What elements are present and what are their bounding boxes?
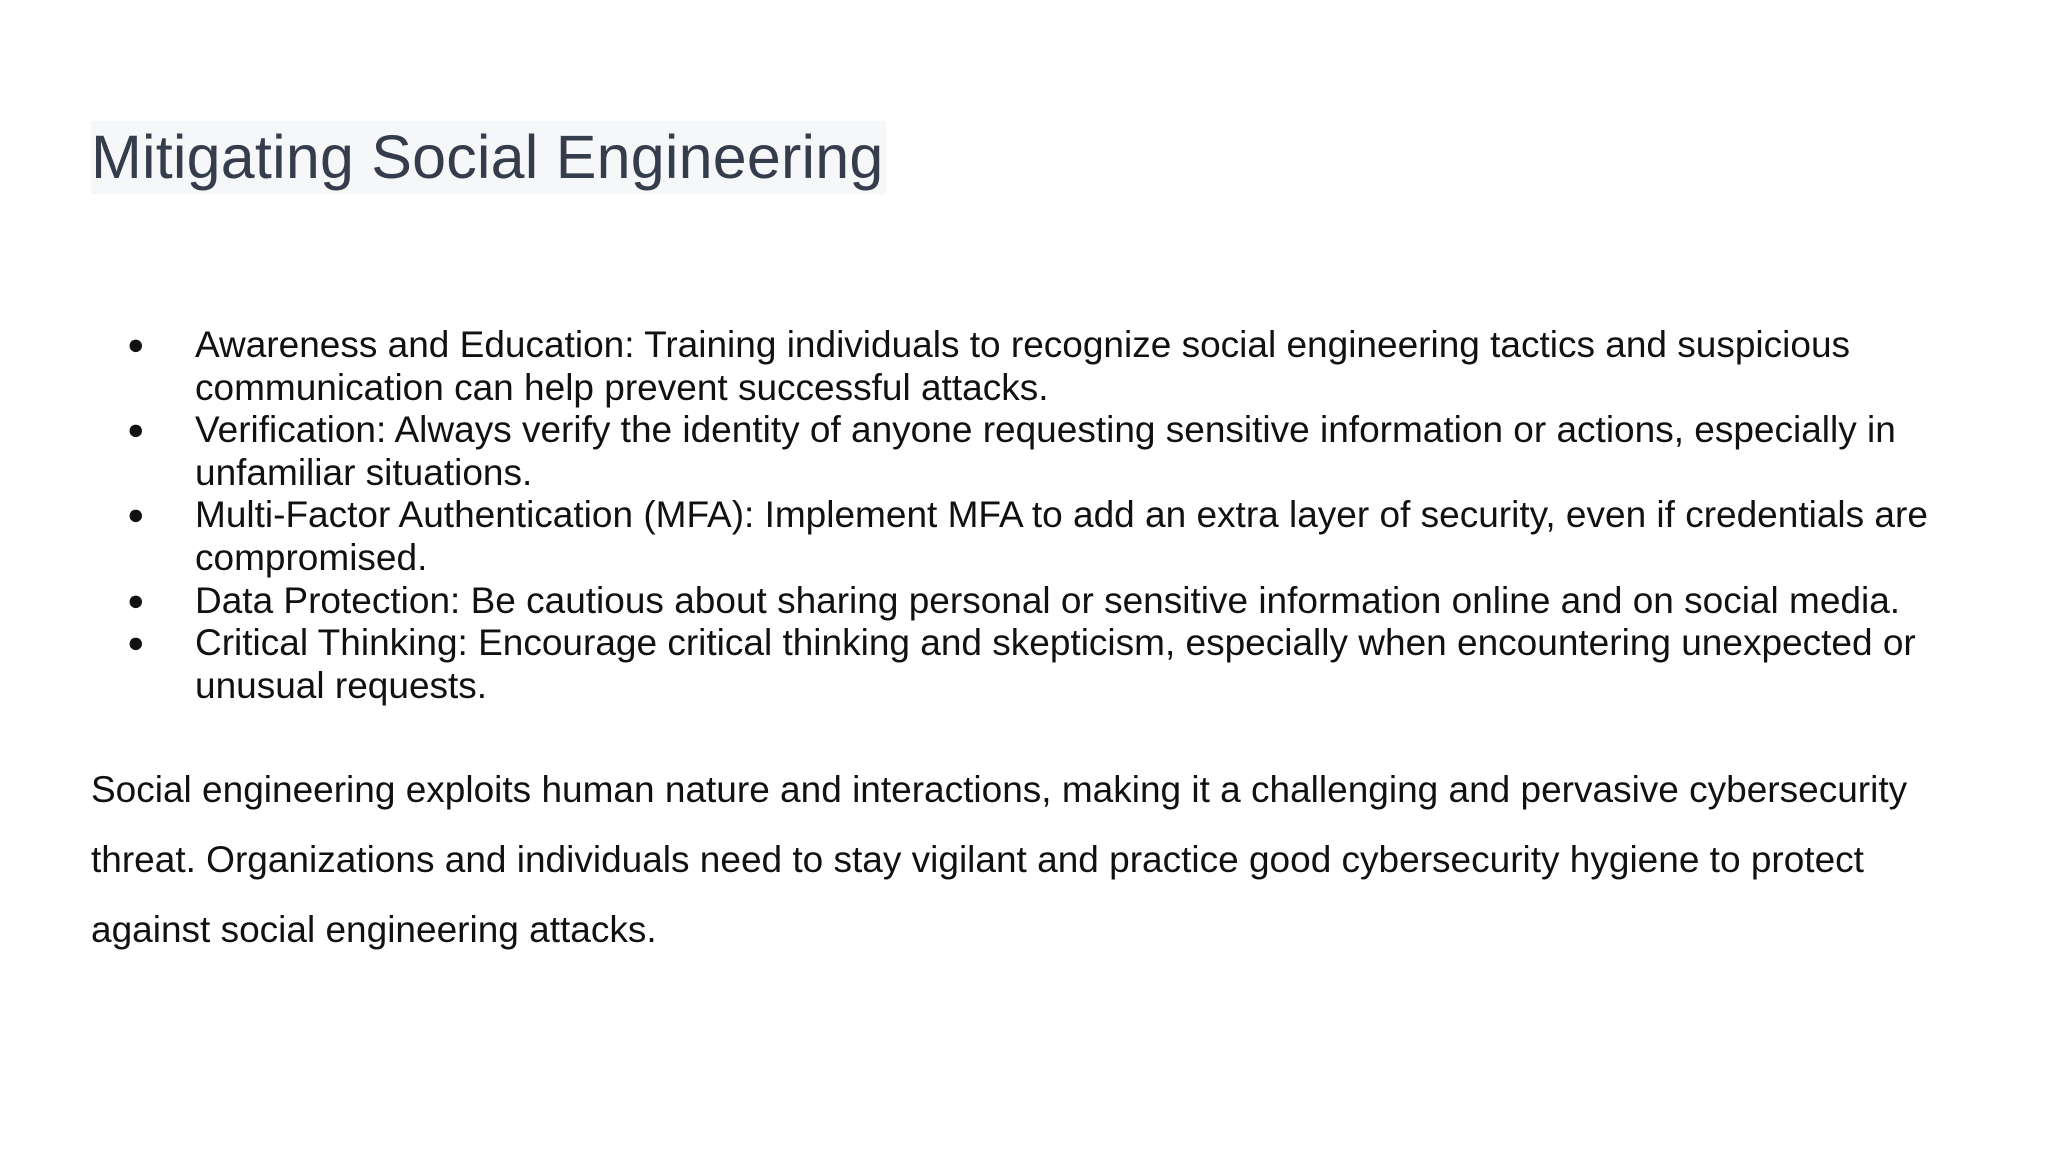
bullet-item-awareness <box>91 324 1991 409</box>
title-highlight-box <box>91 121 886 194</box>
bullet-icon: ● <box>127 329 145 361</box>
summary-paragraph: Social engineering exploits human nature and interactions, making it a challenging and pervasive cybersecurity threat. Organizations and individuals need to stay vigilant and practice good cybersecurity hygiene to protect against social engineering attacks. <box>91 769 1908 950</box>
slide-title: Mitigating Social Engineering <box>91 123 884 191</box>
bullet-text: Critical Thinking: Encourage critical thinking and skepticism, especially when encountering unexpected or unusual requests. <box>195 622 1916 706</box>
bullet-icon: ● <box>127 584 145 617</box>
bullet-text: Awareness and Education: Training individuals to recognize social engineering tactics and suspicious communication can help prevent successful attacks. <box>195 324 1851 408</box>
bullet-item-verification <box>91 409 1991 494</box>
bullet-item-data-protection <box>91 580 1991 623</box>
bullet-icon: ● <box>127 627 145 660</box>
bullet-item-critical-thinking <box>91 622 1991 707</box>
bullet-text: Verification: Always verify the identity of anyone requesting sensitive information or actions, especially in unfamiliar situations. <box>195 409 1896 493</box>
bullet-icon: ● <box>127 499 145 532</box>
bullet-icon: ● <box>127 414 145 447</box>
bullet-list <box>91 324 1991 707</box>
bullet-text: Multi-Factor Authentication (MFA): Implement MFA to add an extra layer of security, even if credentials are compromised. <box>195 494 1928 578</box>
bullet-text: Data Protection: Be cautious about sharing personal or sensitive information online and on social media. <box>195 579 1901 621</box>
bullet-item-mfa <box>91 494 1991 579</box>
